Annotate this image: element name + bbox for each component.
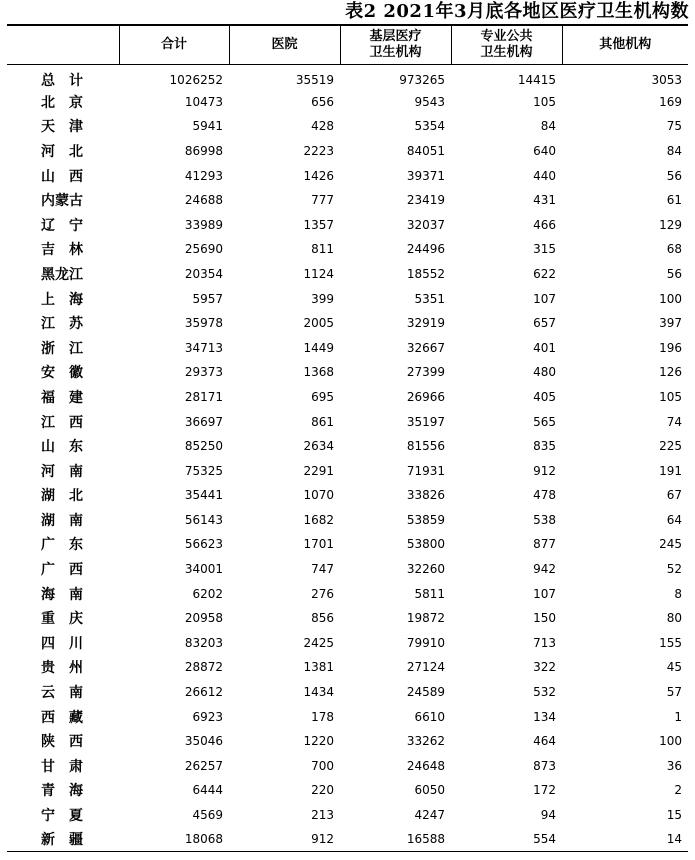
hospitals-cell: 1368 (303, 365, 334, 380)
public-health-cell: 622 (533, 266, 556, 281)
grassroots-cell: 32037 (406, 217, 445, 232)
hospitals-cell: 695 (311, 389, 334, 404)
total-cell: 26612 (184, 685, 223, 700)
region-cell: 河 北 (41, 143, 83, 160)
region-cell: 山 西 (41, 168, 83, 185)
total-cell: 83203 (184, 635, 223, 650)
region-cell: 天 津 (41, 119, 83, 136)
header-total: 合计 (119, 25, 229, 64)
public-health-cell: 640 (533, 143, 556, 158)
public-health-cell: 478 (533, 488, 556, 503)
hospitals-cell: 1682 (303, 512, 334, 527)
region-cell: 浙 江 (41, 340, 83, 357)
table-row (7, 335, 688, 360)
hospitals-cell: 276 (311, 586, 334, 601)
total-cell: 56623 (184, 537, 223, 552)
other-cell: 68 (666, 242, 682, 257)
hospitals-cell: 856 (311, 611, 334, 626)
hospitals-cell: 1124 (303, 266, 334, 281)
grassroots-cell: 18552 (406, 266, 445, 281)
other-cell: 100 (659, 291, 682, 306)
hospitals-cell: 1357 (303, 217, 334, 232)
region-cell: 新 疆 (7, 827, 119, 852)
total-cell: 41293 (184, 168, 223, 183)
region-cell: 内蒙古 (41, 193, 83, 210)
table-row (7, 483, 688, 508)
grassroots-cell: 32919 (406, 316, 445, 331)
table-row (7, 434, 688, 459)
grassroots-cell: 19872 (406, 611, 445, 626)
total-cell: 4569 (192, 808, 223, 823)
region-cell: 海 南 (41, 586, 83, 603)
region-cell: 广 西 (41, 562, 83, 579)
public-health-cell: 532 (533, 685, 556, 700)
grassroots-cell: 5354 (414, 119, 445, 134)
public-health-cell: 134 (533, 709, 556, 724)
grassroots-cell: 79910 (406, 635, 445, 650)
public-health-cell: 835 (533, 439, 556, 454)
table-row (7, 458, 688, 483)
other-cell: 126 (659, 365, 682, 380)
total-cell: 24688 (184, 193, 223, 208)
other-cell: 155 (659, 635, 682, 650)
grassroots-cell: 33826 (406, 488, 445, 503)
other-cell: 74 (666, 414, 682, 429)
total-cell: 1026252 (169, 72, 223, 87)
other-cell: 196 (659, 340, 682, 355)
hospitals-cell: 2291 (303, 463, 334, 478)
grassroots-cell: 5811 (414, 586, 445, 601)
total-cell: 28872 (184, 660, 223, 675)
other-cell: 129 (659, 217, 682, 232)
other-cell: 80 (666, 611, 682, 626)
other-cell: 191 (659, 463, 682, 478)
table-row (7, 581, 688, 606)
region-cell: 福 建 (41, 389, 83, 406)
grassroots-cell: 35197 (406, 414, 445, 429)
public-health-cell: 877 (533, 537, 556, 552)
total-cell: 85250 (184, 439, 223, 454)
grassroots-cell: 81556 (406, 439, 445, 454)
grassroots-cell: 6610 (414, 709, 445, 724)
other-cell: 3053 (651, 72, 682, 87)
other-cell: 245 (659, 537, 682, 552)
total-cell: 56143 (184, 512, 223, 527)
hospitals-cell: 428 (311, 119, 334, 134)
table-row (7, 360, 688, 385)
region-cell: 四 川 (41, 635, 83, 652)
total-cell: 5941 (192, 119, 223, 134)
other-cell: 52 (666, 562, 682, 577)
region-cell: 贵 州 (41, 660, 83, 677)
table-row (7, 704, 688, 729)
other-cell: 105 (659, 389, 682, 404)
total-cell: 36697 (184, 414, 223, 429)
other-cell: 397 (659, 316, 682, 331)
region-cell: 宁 夏 (41, 808, 83, 825)
other-cell: 100 (659, 734, 682, 749)
total-cell: 5957 (192, 291, 223, 306)
hospitals-cell: 861 (311, 414, 334, 429)
hospitals-cell: 35519 (295, 72, 334, 87)
grassroots-cell: 27399 (406, 365, 445, 380)
public-health-cell: 401 (533, 340, 556, 355)
hospitals-cell: 1449 (303, 340, 334, 355)
table-row (7, 90, 688, 115)
region-cell: 吉 林 (41, 242, 83, 259)
grassroots-cell: 53800 (406, 537, 445, 552)
other-cell: 8 (674, 586, 682, 601)
table-row (7, 827, 688, 852)
grassroots-cell: 84051 (406, 143, 445, 158)
table-row (7, 557, 688, 582)
public-health-cell: 873 (533, 758, 556, 773)
other-cell: 2 (674, 783, 682, 798)
total-cell: 20354 (184, 266, 223, 281)
table-row (7, 163, 688, 188)
other-cell: 169 (659, 94, 682, 109)
grassroots-cell: 32667 (406, 340, 445, 355)
hospitals-cell: 220 (311, 783, 334, 798)
public-health-cell: 315 (533, 242, 556, 257)
hospitals-cell: 1070 (303, 488, 334, 503)
grassroots-cell: 24648 (406, 758, 445, 773)
table-row (7, 311, 688, 336)
table-row (7, 286, 688, 311)
other-cell: 61 (666, 193, 682, 208)
grassroots-cell: 24589 (406, 685, 445, 700)
other-cell: 45 (666, 660, 682, 675)
hospitals-cell: 1426 (303, 168, 334, 183)
total-cell: 25690 (184, 242, 223, 257)
hospitals-cell: 811 (311, 242, 334, 257)
table-row (7, 64, 688, 90)
grassroots-cell: 23419 (406, 193, 445, 208)
public-health-cell: 107 (533, 291, 556, 306)
grassroots-cell: 71931 (406, 463, 445, 478)
hospitals-cell: 178 (311, 709, 334, 724)
hospitals-cell: 1381 (303, 660, 334, 675)
public-health-cell: 107 (533, 586, 556, 601)
header-region (7, 25, 119, 64)
table-row (7, 409, 688, 434)
table-row (7, 508, 688, 533)
public-health-cell: 94 (540, 808, 556, 823)
public-health-cell: 912 (533, 463, 556, 478)
other-cell: 56 (666, 168, 682, 183)
grassroots-cell: 5351 (414, 291, 445, 306)
grassroots-cell: 33262 (406, 734, 445, 749)
public-health-cell: 172 (533, 783, 556, 798)
table-row (7, 631, 688, 656)
total-cell: 34713 (184, 340, 223, 355)
public-health-cell: 565 (533, 414, 556, 429)
public-health-cell: 322 (533, 660, 556, 675)
table-row (7, 803, 688, 828)
total-cell: 28171 (184, 389, 223, 404)
table-row (7, 237, 688, 262)
total-cell: 86998 (184, 143, 223, 158)
table-row (7, 606, 688, 631)
table-row (7, 139, 688, 164)
table-row (7, 114, 688, 139)
hospitals-cell: 656 (311, 94, 334, 109)
region-cell: 陕 西 (41, 734, 83, 751)
region-cell: 黑龙江 (41, 266, 83, 283)
region-cell: 江 西 (41, 414, 83, 431)
total-cell: 18068 (119, 827, 229, 852)
public-health-cell: 84 (540, 119, 556, 134)
header-other: 其他机构 (562, 25, 688, 64)
table-row (7, 680, 688, 705)
table-row (7, 754, 688, 779)
public-health-cell: 942 (533, 562, 556, 577)
grassroots-cell: 16588 (340, 827, 451, 852)
public-health-cell: 554 (451, 827, 562, 852)
grassroots-cell: 6050 (414, 783, 445, 798)
grassroots-cell: 24496 (406, 242, 445, 257)
region-cell: 上 海 (41, 291, 83, 308)
total-cell: 35441 (184, 488, 223, 503)
public-health-cell: 431 (533, 193, 556, 208)
public-health-cell: 464 (533, 734, 556, 749)
public-health-cell: 440 (533, 168, 556, 183)
grassroots-cell: 27124 (406, 660, 445, 675)
total-cell: 35978 (184, 316, 223, 331)
header-grassroots: 基层医疗 卫生机构 (340, 25, 451, 64)
region-cell: 云 南 (41, 685, 83, 702)
public-health-cell: 14415 (517, 72, 556, 87)
grassroots-cell: 32260 (406, 562, 445, 577)
region-cell: 湖 南 (41, 512, 83, 529)
header-row (7, 25, 688, 64)
region-cell: 江 苏 (41, 316, 83, 333)
total-cell: 33989 (184, 217, 223, 232)
table-row (7, 778, 688, 803)
public-health-cell: 466 (533, 217, 556, 232)
other-cell: 57 (666, 685, 682, 700)
total-cell: 75325 (184, 463, 223, 478)
table-body (7, 64, 688, 852)
total-cell: 26257 (184, 758, 223, 773)
grassroots-cell: 4247 (414, 808, 445, 823)
total-cell: 20958 (184, 611, 223, 626)
region-cell: 湖 北 (41, 488, 83, 505)
header-public-health: 专业公共 卫生机构 (451, 25, 562, 64)
hospitals-cell: 1434 (303, 685, 334, 700)
region-cell: 山 东 (41, 439, 83, 456)
total-cell: 29373 (184, 365, 223, 380)
hospitals-cell: 1701 (303, 537, 334, 552)
hospitals-cell: 2223 (303, 143, 334, 158)
hospitals-cell: 399 (311, 291, 334, 306)
public-health-cell: 657 (533, 316, 556, 331)
table-row (7, 212, 688, 237)
public-health-cell: 150 (533, 611, 556, 626)
region-cell: 辽 宁 (41, 217, 83, 234)
region-cell: 重 庆 (41, 611, 83, 628)
other-cell: 1 (674, 709, 682, 724)
total-cell: 10473 (184, 94, 223, 109)
public-health-cell: 105 (533, 94, 556, 109)
table-row (7, 385, 688, 410)
other-cell: 75 (666, 119, 682, 134)
total-cell: 6923 (192, 709, 223, 724)
table-row (7, 655, 688, 680)
region-cell: 安 徽 (41, 365, 83, 382)
region-cell: 北 京 (41, 94, 83, 111)
hospitals-cell: 1220 (303, 734, 334, 749)
region-cell: 西 藏 (41, 709, 83, 726)
other-cell: 56 (666, 266, 682, 281)
region-cell: 河 南 (41, 463, 83, 480)
hospitals-cell: 700 (311, 758, 334, 773)
hospitals-cell: 2005 (303, 316, 334, 331)
grassroots-cell: 9543 (414, 94, 445, 109)
other-cell: 225 (659, 439, 682, 454)
hospitals-cell: 747 (311, 562, 334, 577)
region-cell: 总 计 (41, 72, 83, 89)
hospitals-cell: 2634 (303, 439, 334, 454)
other-cell: 64 (666, 512, 682, 527)
public-health-cell: 405 (533, 389, 556, 404)
public-health-cell: 713 (533, 635, 556, 650)
other-cell: 67 (666, 488, 682, 503)
table-row (7, 262, 688, 287)
institutions-table (7, 24, 688, 852)
table-row (7, 729, 688, 754)
hospitals-cell: 777 (311, 193, 334, 208)
total-cell: 34001 (184, 562, 223, 577)
other-cell: 15 (666, 808, 682, 823)
total-cell: 6202 (192, 586, 223, 601)
hospitals-cell: 912 (229, 827, 340, 852)
grassroots-cell: 26966 (406, 389, 445, 404)
table-title: 表2 2021年3月底各地区医疗卫生机构数 (345, 1, 689, 22)
hospitals-cell: 213 (311, 808, 334, 823)
grassroots-cell: 973265 (399, 72, 445, 87)
table-row (7, 532, 688, 557)
other-cell: 36 (666, 758, 682, 773)
other-cell: 84 (666, 143, 682, 158)
region-cell: 甘 肃 (41, 758, 83, 775)
public-health-cell: 538 (533, 512, 556, 527)
hospitals-cell: 2425 (303, 635, 334, 650)
total-cell: 35046 (184, 734, 223, 749)
table-row (7, 188, 688, 213)
total-cell: 6444 (192, 783, 223, 798)
grassroots-cell: 39371 (406, 168, 445, 183)
public-health-cell: 480 (533, 365, 556, 380)
grassroots-cell: 53859 (406, 512, 445, 527)
region-cell: 广 东 (41, 537, 83, 554)
region-cell: 青 海 (41, 783, 83, 800)
header-hospitals: 医院 (229, 25, 340, 64)
other-cell: 14 (562, 827, 688, 852)
